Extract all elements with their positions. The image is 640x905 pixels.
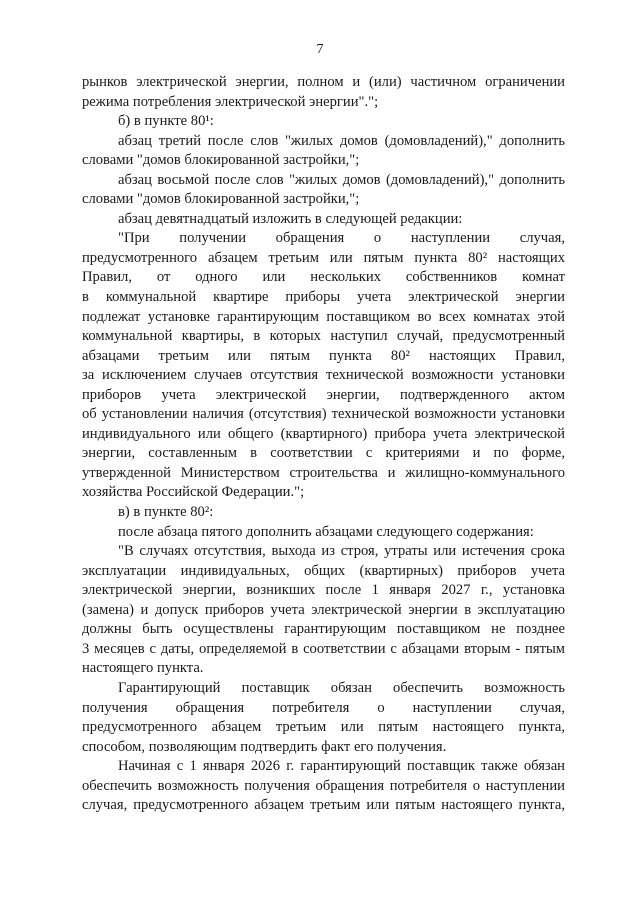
text-line: абзац восьмой после слов "жилых домов (домовладений)," дополнить xyxy=(118,171,565,188)
text-line: за исключением случаев отсутствия технической возможности установки xyxy=(82,367,565,384)
text-line: случая, предусмотренного абзацем третьим или пятым настоящего пункта, xyxy=(82,797,565,814)
text-line: в коммунальной квартире приборы учета электрической энергии xyxy=(82,289,565,306)
text-line: эксплуатации индивидуальных, общих (квартирных) приборов учета xyxy=(82,562,565,579)
text-line: 3 месяцев с даты, определяемой в соответствии с абзацами вторым - пятым xyxy=(82,640,565,657)
text-line: приборов учета электрической энергии, подтвержденного актом xyxy=(82,386,565,403)
document-body xyxy=(82,73,565,816)
text-line: абзац девятнадцатый изложить в следующей редакции: xyxy=(118,210,463,227)
text-line: предусмотренного абзацем третьим или пятым настоящего пункта, xyxy=(82,719,565,736)
text-line: "В случаях отсутствия, выхода из строя, утраты или истечения срока xyxy=(118,543,565,560)
text-line: б) в пункте 80¹: xyxy=(118,113,214,130)
text-line: электрической энергии, возникших после 1 января 2027 г., установка xyxy=(82,582,565,599)
text-line: после абзаца пятого дополнить абзацами следующего содержания: xyxy=(118,523,534,540)
text-line: словами "домов блокированной застройки,"; xyxy=(82,152,360,169)
text-line: "При получении обращения о наступлении случая, xyxy=(118,230,565,247)
text-line: хозяйства Российской Федерации."; xyxy=(82,484,305,501)
text-line: подлежат установке гарантирующим поставщиком во всех комнатах этой xyxy=(82,308,565,325)
text-line: коммунальной квартиры, в которых наступил случай, предусмотренный xyxy=(82,328,565,345)
page-number: 7 xyxy=(316,42,324,57)
text-line: словами "домов блокированной застройки,"; xyxy=(82,191,360,208)
text-line: настоящего пункта. xyxy=(82,660,204,677)
text-line: энергии, составленным в соответствии с критериями и по форме, xyxy=(82,445,565,462)
text-line: Правил, от одного или нескольких собственников комнат xyxy=(82,269,565,286)
text-line: способом, позволяющим подтвердить факт его получения. xyxy=(82,738,447,755)
text-line: абзацами третьим или пятым пункта 80² настоящих Правил, xyxy=(82,347,565,364)
text-line: об установлении наличия (отсутствия) технической возможности установки xyxy=(82,406,565,423)
text-line: Гарантирующий поставщик обязан обеспечить возможность xyxy=(118,679,565,696)
text-line: должны быть осуществлены гарантирующим поставщиком не позднее xyxy=(82,621,565,638)
text-line: рынков электрической энергии, полном и (или) частичном ограничении xyxy=(82,74,565,90)
text-line: индивидуального или общего (квартирного) прибора учета электрической xyxy=(82,425,565,442)
text-line: получения обращения потребителя о наступлении случая, xyxy=(82,699,565,716)
text-line: Начиная с 1 января 2026 г. гарантирующий поставщик также обязан xyxy=(118,758,565,775)
text-line: режима потребления электрической энергии"."; xyxy=(82,93,379,110)
text-line: абзац третий после слов "жилых домов (домовладений)," дополнить xyxy=(118,132,565,149)
text-line: (замена) и допуск приборов учета электрической энергии в эксплуатацию xyxy=(82,601,565,618)
text-line: предусмотренного абзацем третьим или пятым пункта 80² настоящих xyxy=(82,249,565,266)
text-line: обеспечить возможность получения обращения потребителя о наступлении xyxy=(82,777,565,794)
text-line: в) в пункте 80²: xyxy=(118,504,214,521)
text-line: утвержденной Министерством строительства и жилищно-коммунального xyxy=(82,464,565,481)
